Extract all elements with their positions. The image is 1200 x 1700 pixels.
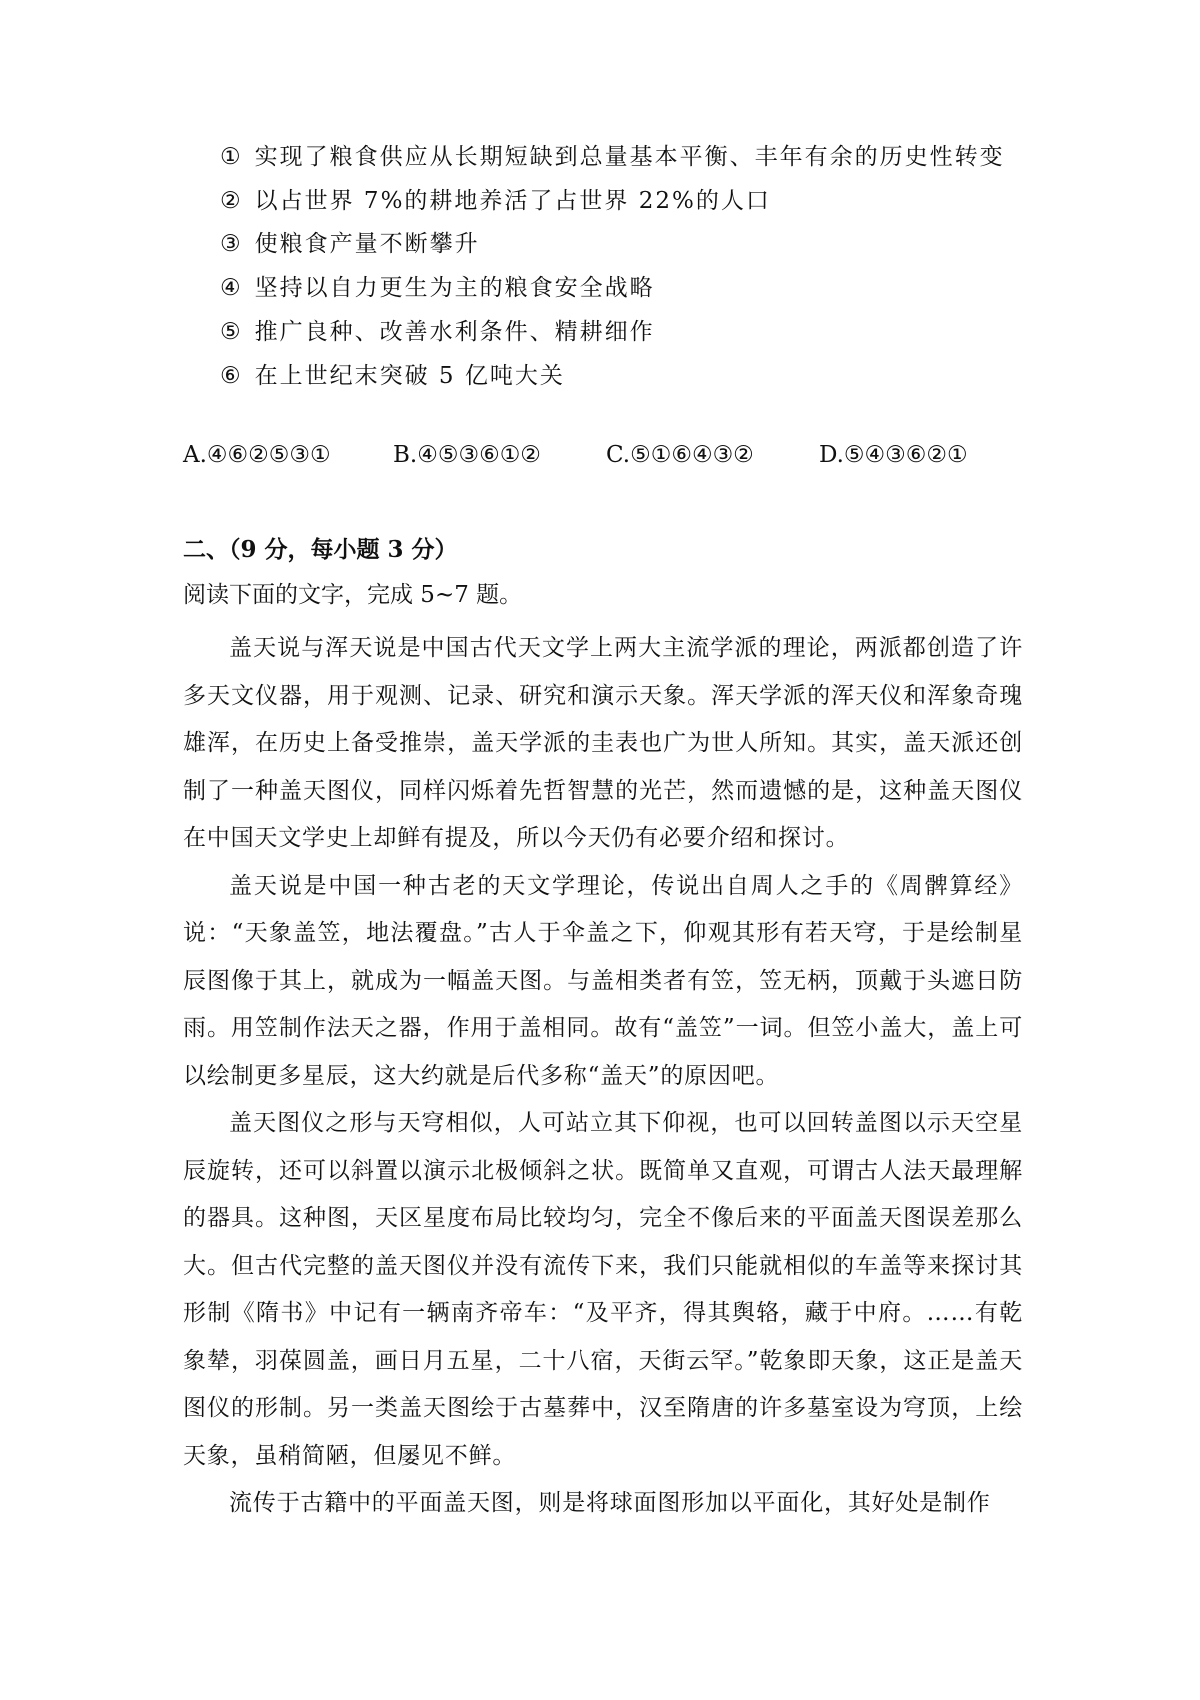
option-text: 使粮食产量不断攀升: [254, 231, 480, 257]
option-number: ⑥: [220, 363, 243, 389]
option-item: [220, 273, 655, 303]
option-number: ③: [220, 231, 243, 257]
option-item: [220, 186, 771, 216]
option-item: [220, 229, 480, 259]
option-item: [220, 142, 1005, 172]
passage-paragraph: 盖天图仪之形与天穹相似，人可站立其下仰视，也可以回转盖图以示天空星辰旋转，还可以斜置以演示北极倾斜之状。既简单又直观，可谓古人法天最理解的器具。这种图，天区星度布局比较均匀，完全不像后来的平面盖天图误差那么大。但古代完整的盖天图仪并没有流传下来，我们只能就相似的车盖等来探讨其形制《隋书》中记有一辆南齐帝车：“及平齐，得其舆辂，藏于中府。……有乾象辇，羽葆圆盖，画日月五星，二十八宿，天街云罕。”乾象即天象，这正是盖天图仪的形制。另一类盖天图绘于古墓葬中，汉至隋唐的许多墓室设为穹顶，上绘天象，虽稍简陋，但屡见不鲜。: [183, 1110, 1023, 1469]
option-number: ①: [220, 144, 243, 170]
reading-passage: [183, 625, 1023, 1528]
option-text: 以占世界 7%的耕地养活了占世界 22%的人口: [254, 188, 771, 214]
option-text: 实现了粮食供应从长期短缺到总量基本平衡、丰年有余的历史性转变: [254, 144, 1005, 170]
option-number: ④: [220, 275, 243, 301]
option-text: 坚持以自力更生为主的粮食安全战略: [254, 275, 655, 301]
option-text: 在上世纪末突破 5 亿吨大关: [254, 363, 565, 389]
option-number: ⑤: [220, 319, 243, 345]
option-text: 推广良种、改善水利条件、精耕细作: [254, 319, 655, 345]
section-title: 二、（9 分，每小题 3 分）: [183, 536, 458, 563]
choice-a: A.④⑥②⑤③①: [183, 442, 331, 468]
option-item: [220, 317, 655, 347]
option-item: [220, 361, 565, 391]
option-number: ②: [220, 188, 243, 214]
passage-paragraph: 盖天说是中国一种古老的天文学理论，传说出自周人之手的《周髀算经》说：“天象盖笠，地法覆盘。”古人于伞盖之下，仰观其形有若天穹，于是绘制星辰图像于其上，就成为一幅盖天图。与盖相类者有笠，笠无柄，顶戴于头遮日防雨。用笠制作法天之器，作用于盖相同。故有“盖笠”一词。但笠小盖大，盖上可以绘制更多星辰，这大约就是后代多称“盖天”的原因吧。: [183, 872, 1023, 1089]
choice-c: C.⑤①⑥④③②: [606, 442, 754, 468]
passage-paragraph: 盖天说与浑天说是中国古代天文学上两大主流学派的理论，两派都创造了许多天文仪器，用于观测、记录、研究和演示天象。浑天学派的浑天仪和浑象奇瑰雄浑，在历史上备受推崇，盖天学派的圭表也广为世人所知。其实，盖天派还创制了一种盖天图仪，同样闪烁着先哲智慧的光芒，然而遗憾的是，这种盖天图仪在中国天文学史上却鲜有提及，所以今天仍有必要介绍和探讨。: [183, 635, 1023, 851]
choice-d: D.⑤④③⑥②①: [819, 442, 968, 468]
passage-paragraph: 流传于古籍中的平面盖天图，则是将球面图形加以平面化，其好处是制作: [229, 1490, 991, 1516]
section-instruction: 阅读下面的文字，完成 5~7 题。: [183, 582, 523, 608]
choice-b: B.④⑤③⑥①②: [393, 442, 541, 468]
